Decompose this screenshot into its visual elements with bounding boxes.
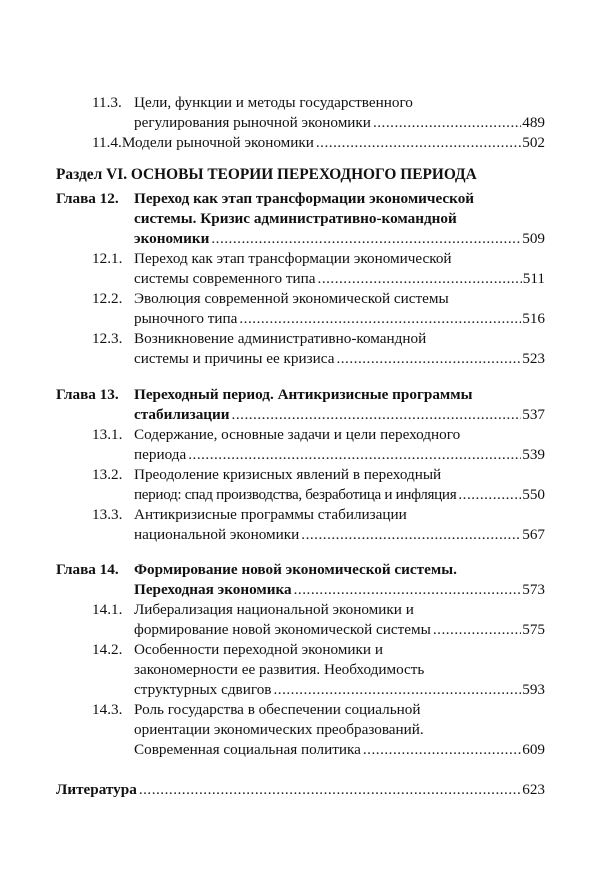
toc-entry-title: Модели рыночной экономики	[121, 134, 314, 151]
toc-entry-13-3-line-1	[92, 505, 545, 525]
chapter-12-line-2	[134, 209, 545, 229]
toc-entry-number: 14.1.	[92, 601, 123, 618]
page-number: 511	[522, 270, 545, 287]
toc-entry-title: Антикризисные программы стабилизации	[134, 506, 407, 523]
toc-entry-11-4	[92, 133, 545, 153]
toc-entry-title: Эволюция современной экономической системы	[134, 290, 449, 307]
toc-entry-number: 13.2.	[92, 466, 123, 483]
toc-entry-13-3-line-2	[134, 525, 545, 545]
page-number: 593	[522, 681, 545, 698]
toc-entry-14-3-line-2	[134, 720, 545, 740]
page-number: 502	[522, 134, 545, 151]
page-number: 573	[522, 581, 545, 598]
leader-dots	[232, 405, 522, 425]
toc-entry-number: 14.2.	[92, 641, 123, 658]
page-number: 537	[522, 406, 545, 423]
toc-entry-14-3-line-1	[92, 700, 545, 720]
page-number: 623	[522, 781, 545, 798]
chapter-label: Глава 12.	[56, 190, 119, 207]
toc-entry-14-1-line-2	[134, 620, 545, 640]
toc-entry-12-3-line-1	[92, 329, 545, 349]
chapter-title: Переход как этап трансформации экономической	[134, 190, 475, 207]
page-number: 567	[522, 526, 545, 543]
toc-entry-title: Содержание, основные задачи и цели переходного	[134, 426, 461, 443]
chapter-12-line-1	[56, 189, 545, 209]
chapter-14-line-2	[134, 580, 545, 600]
toc-entry-title: Роль государства в обеспечении социальной	[134, 701, 421, 718]
literature-title: Литература	[56, 781, 137, 798]
toc-entry-14-2-line-2	[134, 660, 545, 680]
toc-entry-14-3-line-3	[134, 740, 545, 760]
toc-entry-11-3-line-1	[92, 93, 545, 113]
leader-dots	[273, 680, 521, 700]
toc-entry-title: Особенности переходной экономики и	[134, 641, 383, 658]
toc-entry-title: регулирования рыночной экономики	[134, 114, 371, 131]
section-title: Раздел VI. ОСНОВЫ ТЕОРИИ ПЕРЕХОДНОГО ПЕРИОДА	[56, 166, 477, 183]
toc-entry-title: структурных сдвигов	[134, 681, 272, 698]
chapter-label: Глава 14.	[56, 561, 119, 578]
toc-entry-13-1-line-1	[92, 425, 545, 445]
chapter-13-line-2	[134, 405, 545, 425]
toc-entry-number: 11.3.	[92, 94, 122, 111]
leader-dots	[188, 445, 521, 465]
toc-entry-13-2-line-2	[134, 485, 545, 505]
toc-entry-12-2-line-1	[92, 289, 545, 309]
toc-entry-14-2-line-1	[92, 640, 545, 660]
leader-dots	[294, 580, 522, 600]
toc-entry-title: Современная социальная политика	[134, 741, 361, 758]
section-heading	[56, 165, 546, 185]
chapter-14-line-1	[56, 560, 545, 580]
chapter-13-line-1	[56, 385, 545, 405]
leader-dots	[301, 525, 521, 545]
page-number: 539	[522, 446, 545, 463]
toc-entry-title: национальной экономики	[134, 526, 300, 543]
page-number: 575	[522, 621, 545, 638]
toc-entry-title: Переход как этап трансформации экономической	[134, 250, 452, 267]
leader-dots	[363, 740, 521, 760]
chapter-title: экономики	[134, 230, 210, 247]
page-number: 609	[522, 741, 545, 758]
toc-entry-literature	[56, 780, 545, 800]
toc-entry-title: системы современного типа	[134, 270, 316, 287]
page-number: 509	[522, 230, 545, 247]
toc-entry-13-1-line-2	[134, 445, 545, 465]
toc-entry-12-1-line-2	[134, 269, 545, 289]
toc-entry-title: закономерности ее развития. Необходимость	[134, 661, 425, 678]
leader-dots	[139, 780, 521, 800]
chapter-title: стабилизации	[134, 406, 230, 423]
chapter-12-line-3	[134, 229, 545, 249]
toc-entry-11-3-line-2	[134, 113, 545, 133]
toc-entry-title: Либерализация национальной экономики и	[134, 601, 414, 618]
toc-entry-12-2-line-2	[134, 309, 545, 329]
chapter-title: Переходный период. Антикризисные программы	[134, 386, 473, 403]
toc-entry-number: 11.4.	[92, 134, 122, 151]
toc-entry-12-1-line-1	[92, 249, 545, 269]
leader-dots	[336, 349, 521, 369]
toc-entry-title: Цели, функции и методы государственного	[134, 94, 413, 111]
toc-entry-number: 14.3.	[92, 701, 123, 718]
leader-dots	[458, 485, 521, 505]
chapter-title: Переходная экономика	[134, 581, 292, 598]
leader-dots	[211, 229, 521, 249]
toc-entry-12-3-line-2	[134, 349, 545, 369]
toc-entry-title: период: спад производства, безработица и инфляция	[134, 486, 457, 503]
toc-entry-title: периода	[134, 446, 187, 463]
toc-entry-number: 12.1.	[92, 250, 123, 267]
toc-entry-title: Возникновение административно-командной	[134, 330, 427, 347]
chapter-label: Глава 13.	[56, 386, 119, 403]
toc-entry-title: системы и причины ее кризиса	[134, 350, 335, 367]
toc-entry-title: ориентации экономических преобразований.	[134, 721, 424, 738]
chapter-title: Формирование новой экономической системы.	[134, 561, 457, 578]
toc-entry-number: 13.1.	[92, 426, 123, 443]
toc-entry-13-2-line-1	[92, 465, 545, 485]
leader-dots	[318, 269, 522, 289]
toc-entry-number: 12.2.	[92, 290, 123, 307]
page-number: 523	[522, 350, 545, 367]
toc-entry-title: рыночного типа	[134, 310, 238, 327]
page-number: 489	[522, 114, 545, 131]
leader-dots	[433, 620, 521, 640]
toc-entry-title: формирование новой экономической системы	[134, 621, 431, 638]
toc-entry-title: Преодоление кризисных явлений в переходный	[134, 466, 442, 483]
toc-entry-14-1-line-1	[92, 600, 545, 620]
toc-entry-number: 13.3.	[92, 506, 123, 523]
page-number: 550	[522, 486, 545, 503]
toc-entry-14-2-line-3	[134, 680, 545, 700]
leader-dots	[316, 133, 521, 153]
page-number: 516	[522, 310, 545, 327]
leader-dots	[239, 309, 521, 329]
chapter-title: системы. Кризис административно-командной	[134, 210, 457, 227]
toc-entry-number: 12.3.	[92, 330, 123, 347]
leader-dots	[373, 113, 521, 133]
